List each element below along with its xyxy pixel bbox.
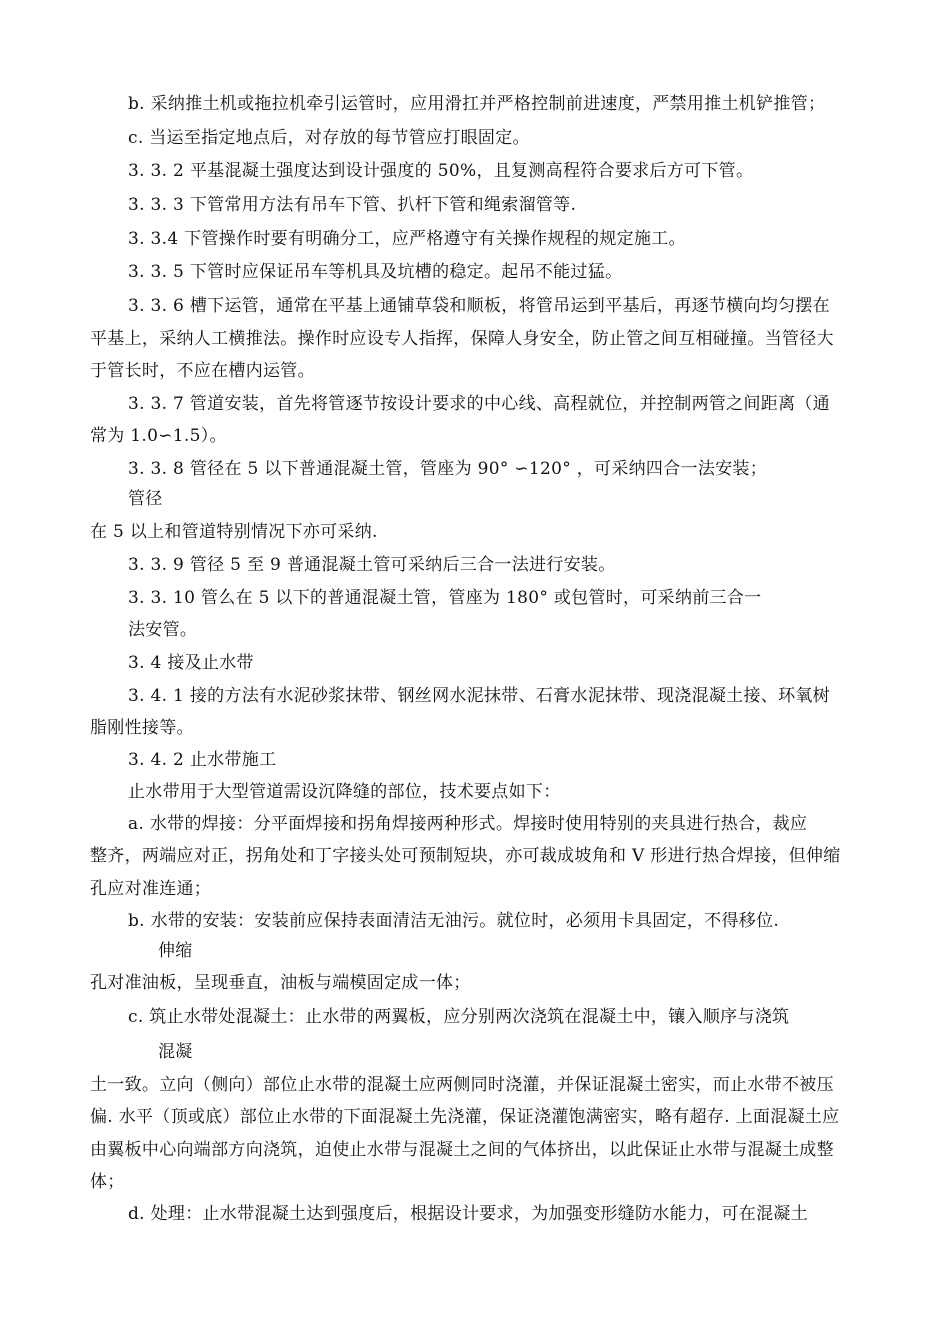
text-line: 在 5 以上和管道特别情况下亦可采纳. (90, 522, 378, 542)
text-line: 3. 3. 6 槽下运管，通常在平基上通铺草袋和顺板，将管吊运到平基后，再逐节横向均匀摆在 (128, 296, 830, 316)
text-line: 于管长时，不应在槽内运管。 (90, 361, 315, 381)
text-line: 3. 3. 5 下管时应保证吊车等机具及坑槽的稳定。起吊不能过猛。 (128, 262, 623, 282)
text-line: 常为 1.0∽1.5）。 (90, 426, 227, 446)
text-line: 混凝 (158, 1042, 193, 1062)
text-line: 整齐，两端应对正，拐角处和丁字接头处可预制短块，亦可裁成坡角和 V 形进行热合焊接，但伸缩 (90, 846, 841, 866)
text-line: c. 当运至指定地点后，对存放的每节管应打眼固定。 (128, 128, 530, 148)
text-line: 3. 3. 3 下管常用方法有吊车下管、扒杆下管和绳索溜管等. (128, 195, 577, 215)
text-line: a. 水带的焊接：分平面焊接和拐角焊接两种形式。焊接时使用特别的夹具进行热合，裁应 (128, 814, 808, 834)
text-line: 管径 (128, 489, 163, 509)
text-line: 孔对准油板，呈现垂直，油板与端模固定成一体； (90, 973, 471, 993)
text-line: 体； (90, 1172, 125, 1192)
text-line: 3. 3. 2 平基混凝土强度达到设计强度的 50%，且复测高程符合要求后方可下管。 (128, 161, 754, 181)
text-line: 法安管。 (128, 620, 198, 640)
text-line: 3. 4. 1 接的方法有水泥砂浆抹带、钢丝网水泥抹带、石膏水泥抹带、现浇混凝土接、环氧树 (128, 686, 830, 706)
text-line: 止水带用于大型管道需设沉降缝的部位，技术要点如下： (128, 782, 561, 802)
text-line: 土一致。立向（侧向）部位止水带的混凝土应两侧同时浇灌，并保证混凝土密实，而止水带不被压 (90, 1075, 834, 1095)
section-heading: 3. 4 接及止水带 (128, 653, 254, 673)
text-line: 由翼板中心向端部方向浇筑，迫使止水带与混凝土之间的气体挤出，以此保证止水带与混凝土成整 (90, 1140, 834, 1160)
text-line: d. 处理：止水带混凝土达到强度后，根据设计要求，为加强变形缝防水能力，可在混凝土 (128, 1204, 808, 1224)
text-line: 3. 3.4 下管操作时要有明确分工，应严格遵守有关操作规程的规定施工。 (128, 229, 686, 249)
text-line: 孔应对准连通； (90, 879, 212, 899)
text-line: 3. 3. 7 管道安装，首先将管逐节按设计要求的中心线、高程就位，并控制两管之间距离（通 (128, 394, 830, 414)
text-line: 偏. 水平（顶或底）部位止水带的下面混凝土先浇灌，保证浇灌饱满密实，略有超存. 上面混凝土应 (90, 1107, 840, 1127)
text-line: c. 筑止水带处混凝土：止水带的两翼板，应分别两次浇筑在混凝土中，镶入顺序与浇筑 (128, 1007, 790, 1027)
text-line: 平基上，采纳人工横推法。操作时应设专人指挥，保障人身安全，防止管之间互相碰撞。当管径大 (90, 329, 834, 349)
text-line: 伸缩 (158, 941, 193, 961)
text-line: 3. 3. 10 管么在 5 以下的普通混凝土管，管座为 180° 或包管时，可采纳前三合一 (128, 588, 762, 608)
text-line: b. 采纳推土机或拖拉机牵引运管时，应用滑扛并严格控制前进速度，严禁用推土机铲推管； (128, 94, 826, 114)
text-line: 3. 3. 9 管径 5 至 9 普通混凝土管可采纳后三合一法进行安装。 (128, 555, 616, 575)
subsection-heading: 3. 4. 2 止水带施工 (128, 750, 277, 770)
text-line: b. 水带的安装：安装前应保持表面清洁无油污。就位时，必须用卡具固定，不得移位. (128, 911, 780, 931)
text-line: 脂刚性接等。 (90, 718, 194, 738)
text-line: 3. 3. 8 管径在 5 以下普通混凝土管，管座为 90° ∽120° ，可采纳四合一法安装； (128, 459, 768, 479)
